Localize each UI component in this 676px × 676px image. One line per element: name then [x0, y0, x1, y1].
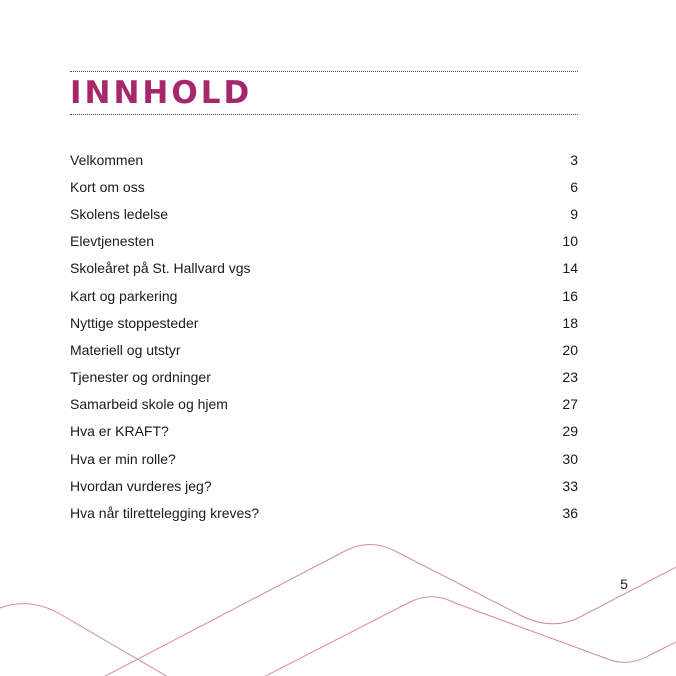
page-number: 5 [620, 576, 628, 592]
toc-entry-label: Hva når tilrettelegging kreves? [70, 505, 260, 522]
toc-entry-label: Elevtjenesten [70, 233, 155, 250]
toc-entry-label: Hvordan vurderes jeg? [70, 477, 212, 494]
toc-entry-page: 10 [562, 233, 578, 250]
toc-entry-page: 6 [570, 178, 578, 195]
toc-entry-page: 23 [562, 369, 578, 386]
decorative-line [90, 545, 676, 676]
toc-entry-page: 20 [562, 341, 578, 358]
toc-entry-page: 3 [570, 151, 578, 168]
decorative-line [250, 597, 676, 676]
toc-entry-label: Kart og parkering [70, 287, 178, 304]
toc-entry-label: Velkommen [70, 151, 144, 168]
toc-entry-label: Skoleåret på St. Hallvard vgs [70, 260, 251, 277]
toc-entry-page: 16 [562, 287, 578, 304]
toc-entry-page: 9 [570, 205, 578, 222]
toc-entry-label: Tjenester og ordninger [70, 369, 211, 386]
toc-entry-page: 33 [562, 477, 578, 494]
toc-entry-page: 14 [562, 260, 578, 277]
page-title: INNHOLD [70, 75, 253, 111]
toc-entry-label: Samarbeid skole og hjem [70, 396, 228, 413]
toc-entry-label: Materiell og utstyr [70, 341, 181, 358]
decorative-line [0, 604, 180, 676]
toc-entry-label: Hva er min rolle? [70, 450, 176, 467]
toc-entry-page: 30 [562, 450, 578, 467]
toc-entry-label: Hva er KRAFT? [70, 423, 169, 440]
toc-entry-label: Nyttige stoppesteder [70, 314, 199, 331]
toc-entry-page: 18 [562, 314, 578, 331]
toc-entry-label: Kort om oss [70, 178, 145, 195]
toc-entry-label: Skolens ledelse [70, 205, 169, 222]
toc-entry-page: 36 [562, 505, 578, 522]
toc-entry-page: 29 [562, 423, 578, 440]
toc-entry-page: 27 [562, 396, 578, 413]
